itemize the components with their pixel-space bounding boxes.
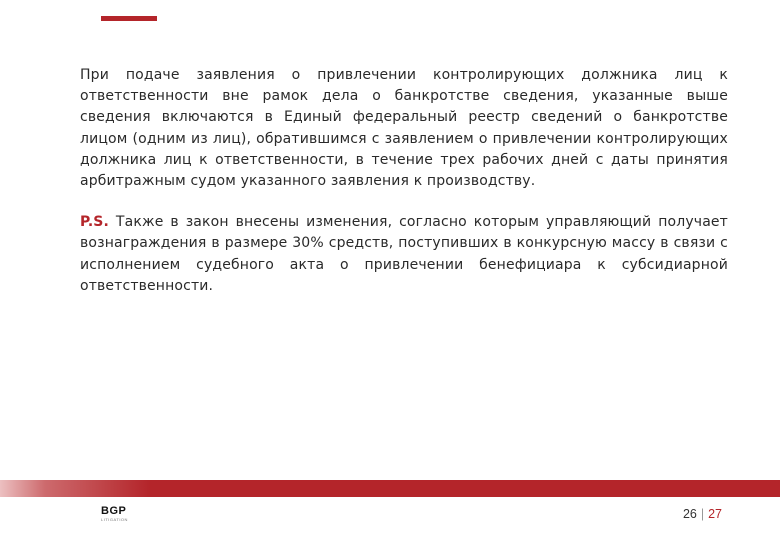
logo-subtext: LITIGATION bbox=[101, 517, 128, 522]
footer-band bbox=[0, 480, 780, 497]
paragraph-ps bbox=[80, 212, 728, 297]
page-number bbox=[683, 507, 722, 521]
page-separator: | bbox=[700, 507, 705, 521]
header-accent-bar bbox=[101, 16, 157, 21]
slide-content bbox=[80, 65, 728, 297]
ps-label: P.S. bbox=[80, 214, 110, 231]
page-current: 26 bbox=[682, 507, 697, 521]
bgp-logo bbox=[101, 505, 141, 523]
paragraph-disclosure: При подаче заявления о привлечении контролирующих должника лиц к ответственности вне рамок дела о банкротстве сведения, указанные выше сведения включаются в Единый федеральный реестр сведений о банкротстве лицом (одним из лиц), обратившимся с заявлением о привлечении контролирующих должника лиц к ответственности, в течение трех рабочих дней с даты принятия арбитражным судом указанного заявления к производству. bbox=[80, 67, 728, 190]
page-total: 27 bbox=[708, 507, 722, 521]
ps-text: Также в закон внесены изменения, согласно которым управляющий получает вознаграждения в размере 30% средств, поступивших в конкурсную массу в связи с исполнением судебного акта о привлечении бенефициара к субсидиарной ответственности. bbox=[80, 214, 728, 294]
logo-text: BGP bbox=[101, 505, 127, 517]
